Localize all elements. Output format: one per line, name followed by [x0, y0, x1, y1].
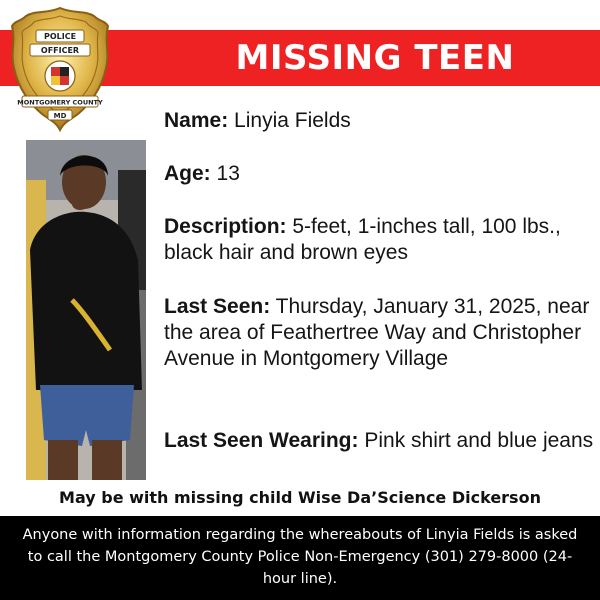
svg-text:MONTGOMERY COUNTY: MONTGOMERY COUNTY [17, 98, 103, 107]
page-title: MISSING TEEN [235, 38, 515, 78]
last-seen-field [164, 294, 594, 372]
age-value: 13 [216, 162, 240, 185]
description-value: 5-feet, 1-inches tall, 100 lbs., black hair and brown eyes [164, 215, 561, 264]
possible-companion-note: May be with missing child Wise Da’Science Dickerson [59, 488, 541, 507]
last-seen-wearing-value: Pink shirt and blue jeans [364, 429, 594, 452]
svg-text:MD: MD [53, 112, 67, 120]
age-field [164, 161, 594, 187]
name-label: Name: [164, 109, 229, 132]
age-label: Age: [164, 162, 211, 185]
description-field [164, 214, 594, 266]
contact-text: Anyone with information regarding the whereabouts of Linyia Fields is asked to call the Montgomery County Police Non-Emergency (301) 279-8000 (24-hour line). [22, 527, 578, 587]
last-seen-label: Last Seen: [164, 295, 271, 318]
last-seen-value: Thursday, January 31, 2025, near the area of Feathertree Way and Christopher Avenue in Montgomery Village [164, 295, 590, 370]
svg-text:OFFICER: OFFICER [40, 46, 80, 55]
name-field [164, 108, 594, 134]
contact-footer [0, 516, 600, 600]
svg-text:POLICE: POLICE [43, 32, 77, 41]
last-seen-wearing-field [164, 428, 594, 454]
last-seen-wearing-label: Last Seen Wearing: [164, 429, 359, 452]
name-value: Linyia Fields [234, 109, 351, 132]
police-badge-icon [6, 4, 114, 134]
description-label: Description: [164, 215, 287, 238]
missing-person-photo [26, 140, 146, 480]
